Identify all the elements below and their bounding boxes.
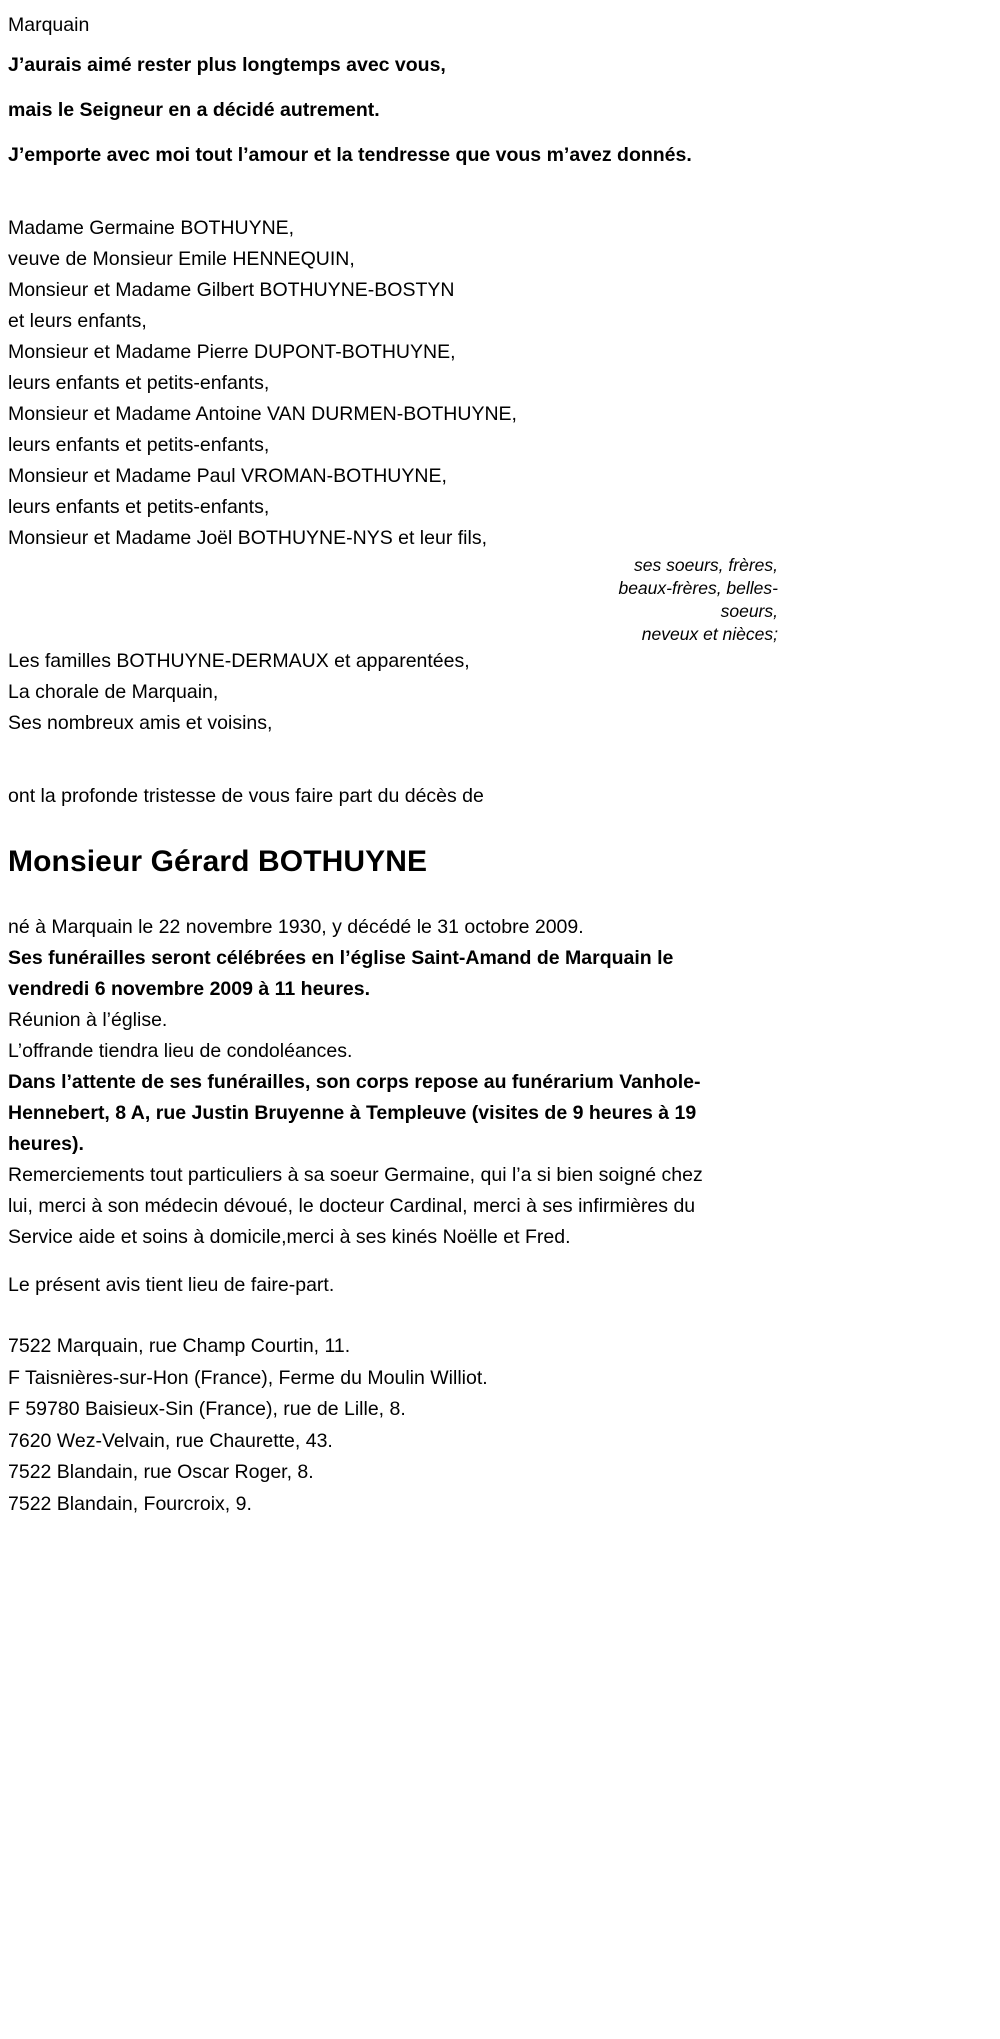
family-member: Monsieur et Madame Antoine VAN DURMEN-BOTHUYNE, [8,403,517,425]
other-mourner: Ses nombreux amis et voisins, [8,712,273,734]
spacer [8,1301,1000,1331]
relations-line: soeurs, [720,601,778,621]
spacer [8,812,1000,842]
offering-notice: L’offrande tiendra lieu de condoléances. [8,1040,353,1062]
family-member: Monsieur et Madame Paul VROMAN-BOTHUYNE, [8,465,447,487]
memorial-verse [8,50,738,171]
address-item: 7522 Marquain, rue Champ Courtin, 11. [8,1335,351,1357]
relations-line: neveux et nièces; [641,624,778,644]
relations-line: ses soeurs, frères, [634,555,778,575]
family-member: veuve de Monsieur Emile HENNEQUIN, [8,248,355,270]
announcement-text: ont la profonde tristesse de vous faire part du décès de [8,785,484,807]
spacer [8,882,1000,912]
thanks-message: Remerciements tout particuliers à sa soeur Germaine, qui l’a si bien soigné chez lui, merci à son médecin dévoué, le docteur Cardinal, merci à ses infirmières du Service aide et soins à domicile,merci à ses kinés Noëlle et Fred. [8,1164,703,1248]
other-mourners-list [8,646,1000,739]
family-member: leurs enfants et petits-enfants, [8,496,270,518]
address-item: F 59780 Baisieux-Sin (France), rue de Lille, 8. [8,1398,406,1420]
family-member: Madame Germaine BOTHUYNE, [8,217,295,239]
other-mourner: Les familles BOTHUYNE-DERMAUX et apparentées, [8,650,470,672]
other-mourner: La chorale de Marquain, [8,681,219,703]
spacer [8,171,1000,213]
locality-heading: Marquain [8,14,90,36]
relations-note [8,554,780,646]
funerarium-notice: Dans l’attente de ses funérailles, son corps repose au funérarium Vanhole-Hennebert, 8 A, rue Justin Bruyenne à Templeuve (visites de 9 heures à 19 heures). [8,1071,701,1155]
family-member: Monsieur et Madame Gilbert BOTHUYNE-BOSTYN [8,279,455,301]
verse-line: J’aurais aimé rester plus longtemps avec vous, [8,54,446,76]
family-member: leurs enfants et petits-enfants, [8,434,270,456]
verse-line: J’emporte avec moi tout l’amour et la tendresse que vous m’avez donnés. [8,144,692,166]
verse-line: mais le Seigneur en a décidé autrement. [8,99,380,121]
funeral-details [8,912,1000,1301]
family-member: Monsieur et Madame Joël BOTHUYNE-NYS et leur fils, [8,527,487,549]
address-item: 7522 Blandain, Fourcroix, 9. [8,1492,252,1515]
deceased-name: Monsieur Gérard BOTHUYNE [8,845,428,878]
address-item: 7620 Wez-Velvain, rue Chaurette, 43. [8,1429,333,1452]
family-member: leurs enfants et petits-enfants, [8,372,270,394]
reunion-notice: Réunion à l’église. [8,1009,168,1031]
address-item: 7522 Blandain, rue Oscar Roger, 8. [8,1461,314,1483]
faire-part-notice: Le présent avis tient lieu de faire-part. [8,1274,335,1296]
address-list [8,1331,1000,1520]
family-members-list [8,213,1000,554]
family-member: Monsieur et Madame Pierre DUPONT-BOTHUYNE, [8,341,456,363]
relations-line: beaux-frères, belles- [618,578,778,598]
spacer [8,739,1000,781]
birth-death-info: né à Marquain le 22 novembre 1930, y décédé le 31 octobre 2009. [8,916,584,938]
address-item: F Taisnières-sur-Hon (France), Ferme du Moulin Williot. [8,1366,488,1389]
funeral-service-notice: Ses funérailles seront célébrées en l’église Saint-Amand de Marquain le vendredi 6 novembre 2009 à 11 heures. [8,947,674,1000]
family-member: et leurs enfants, [8,310,147,332]
